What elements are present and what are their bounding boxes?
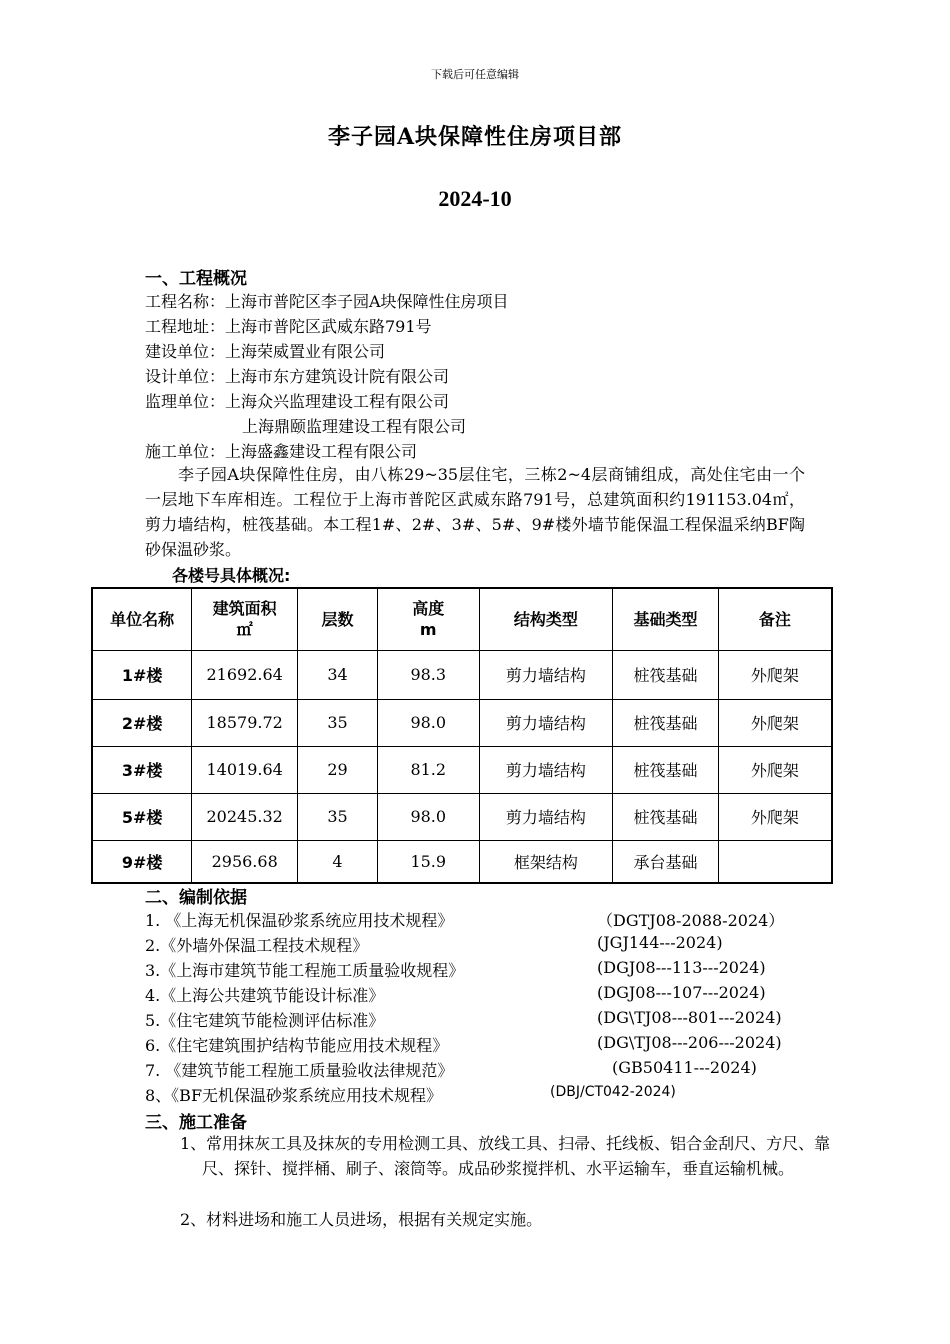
ref-code: (DGJ08---113---2024) — [597, 958, 766, 977]
building-spec-table — [91, 587, 833, 884]
cell-structure: 剪力墙结构 — [479, 746, 613, 793]
table-row — [92, 840, 832, 883]
ref-code: (DBJ/CT042-2024) — [550, 1084, 676, 1100]
ref-code: (DG\TJ08---206---2024) — [597, 1033, 782, 1052]
cell-unit: 9#楼 — [92, 840, 192, 883]
cell-foundation: 承台基础 — [613, 840, 719, 883]
cell-area: 14019.64 — [192, 746, 298, 793]
cell-remarks: 外爬架 — [718, 699, 832, 746]
ref-name: 1. 《上海无机保温砂浆系统应用技术规程》 — [145, 911, 454, 930]
ref-code: (DG\TJ08---801---2024) — [597, 1008, 782, 1027]
table-row — [92, 793, 832, 840]
cell-foundation: 桩筏基础 — [613, 793, 719, 840]
ref-name: 2.《外墙外保温工程技术规程》 — [145, 936, 369, 955]
cell-foundation: 桩筏基础 — [613, 650, 719, 699]
ref-name: 8、《BF无机保温砂浆系统应用技术规程》 — [145, 1086, 443, 1105]
cell-unit: 3#楼 — [92, 746, 192, 793]
section3-heading: 三、施工准备 — [145, 1113, 247, 1133]
table-header-row — [92, 588, 832, 650]
header-floors: 层数 — [298, 588, 378, 650]
ref-name: 4.《上海公共建筑节能设计标准》 — [145, 986, 385, 1005]
ref-code: (DGJ08---107---2024) — [597, 983, 766, 1002]
table-row — [92, 650, 832, 699]
supervision-unit: 监理单位：上海众兴监理建设工程有限公司 — [145, 392, 450, 411]
document-date: 2024-10 — [438, 186, 512, 211]
ref-name: 3.《上海市建筑节能工程施工质量验收规程》 — [145, 961, 465, 980]
document-title: 李子园A块保障性住房项目部 — [327, 124, 623, 150]
project-address: 工程地址：上海市普陀区武威东路791号 — [145, 317, 432, 336]
design-unit: 设计单位：上海市东方建筑设计院有限公司 — [145, 367, 450, 386]
header-remarks: 备注 — [718, 588, 832, 650]
cell-structure: 剪力墙结构 — [479, 793, 613, 840]
cell-remarks: 外爬架 — [718, 650, 832, 699]
cell-area: 2956.68 — [192, 840, 298, 883]
ref-code: (GB50411---2024) — [612, 1058, 757, 1077]
cell-area: 21692.64 — [192, 650, 298, 699]
cell-area: 20245.32 — [192, 793, 298, 840]
cell-foundation: 桩筏基础 — [613, 699, 719, 746]
cell-height: 98.3 — [377, 650, 479, 699]
header-unit-name: 单位名称 — [92, 588, 192, 650]
prep-item-1: 1、常用抹灰工具及抹灰的专用检测工具、放线工具、扫帚、托线板、铝合金刮尺、方尺、靠尺、探针、搅拌桶、刷子、滚筒等。成品砂浆搅拌机、水平运输车，垂直运输机械。 — [180, 1134, 831, 1178]
cell-floors: 29 — [298, 746, 378, 793]
section1-heading: 一、工程概况 — [145, 269, 247, 289]
ref-code: （DGTJ08-2088-2024） — [597, 911, 785, 930]
cell-floors: 4 — [298, 840, 378, 883]
cell-remarks: 外爬架 — [718, 793, 832, 840]
cell-height: 81.2 — [377, 746, 479, 793]
prep-item-2: 2、材料进场和施工人员进场，根据有关规定实施。 — [180, 1210, 543, 1229]
header-structure-type: 结构类型 — [479, 588, 613, 650]
cell-height: 98.0 — [377, 699, 479, 746]
cell-floors: 35 — [298, 793, 378, 840]
table-row — [92, 699, 832, 746]
ref-code: (JGJ144---2024) — [597, 933, 723, 952]
cell-area: 18579.72 — [192, 699, 298, 746]
header-area: 建筑面积 ㎡ — [192, 588, 298, 650]
table-row — [92, 746, 832, 793]
ref-name: 7. 《建筑节能工程施工质量验收法律规范》 — [145, 1061, 454, 1080]
header-height: 高度 m — [377, 588, 479, 650]
project-description: 李子园A块保障性住房，由八栋29~35层住宅，三栋2~4层商铺组成，高处住宅由一个一层地下车库相连。工程位于上海市普陀区武威东路791号，总建筑面积约191153.04㎡，剪力墙结构，桩筏基础。本工程1#、2#、3#、5#、9#楼外墙节能保温工程保温采纳BF陶砂保温砂浆。 — [145, 465, 805, 559]
cell-height: 15.9 — [377, 840, 479, 883]
construction-unit: 施工单位：上海盛鑫建设工程有限公司 — [145, 442, 418, 461]
cell-structure: 剪力墙结构 — [479, 650, 613, 699]
cell-remarks — [718, 840, 832, 883]
cell-floors: 35 — [298, 699, 378, 746]
cell-foundation: 桩筏基础 — [613, 746, 719, 793]
cell-structure: 剪力墙结构 — [479, 699, 613, 746]
ref-name: 6.《住宅建筑围护结构节能应用技术规程》 — [145, 1036, 449, 1055]
cell-height: 98.0 — [377, 793, 479, 840]
cell-unit: 2#楼 — [92, 699, 192, 746]
project-name: 工程名称：上海市普陀区李子园A块保障性住房项目 — [145, 292, 509, 311]
cell-unit: 5#楼 — [92, 793, 192, 840]
cell-remarks: 外爬架 — [718, 746, 832, 793]
header-foundation-type: 基础类型 — [613, 588, 719, 650]
cell-structure: 框架结构 — [479, 840, 613, 883]
ref-name: 5.《住宅建筑节能检测评估标准》 — [145, 1011, 385, 1030]
header-note: 下载后可任意编辑 — [431, 68, 519, 81]
supervision-unit-2: 上海鼎颐监理建设工程有限公司 — [242, 417, 467, 436]
section2-heading: 二、编制依据 — [145, 888, 247, 908]
owner-unit: 建设单位：上海荣威置业有限公司 — [145, 342, 386, 361]
cell-floors: 34 — [298, 650, 378, 699]
table-caption: 各楼号具体概况: — [172, 566, 291, 585]
cell-unit: 1#楼 — [92, 650, 192, 699]
